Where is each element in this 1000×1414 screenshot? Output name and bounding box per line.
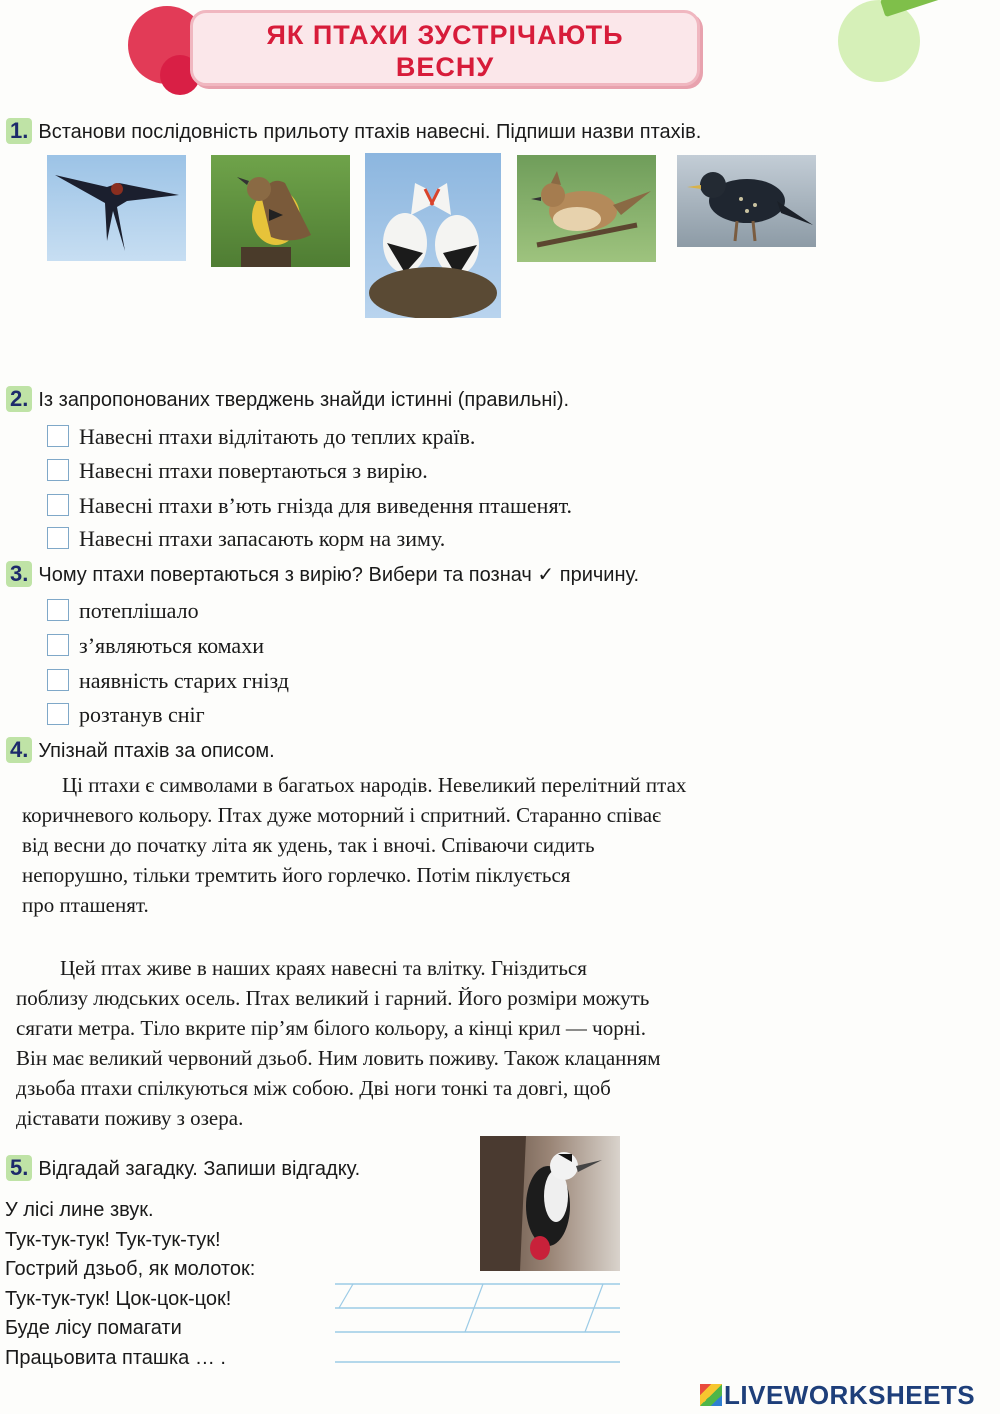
answer-lines[interactable] [335,1278,620,1368]
task-4-heading [6,737,275,763]
checkbox[interactable] [47,527,69,549]
option-label: з’являються комахи [79,633,264,658]
riddle-line: Працьовита пташка … . [5,1346,226,1369]
option-label: розтанув сніг [79,702,205,727]
checkbox[interactable] [47,494,69,516]
text-line: діставати поживу з озера. [16,1106,244,1130]
swallow-photo [47,155,186,261]
task-2-heading [6,386,569,412]
bird-description-2 [16,953,661,1133]
title-line-2: ВЕСНУ [395,52,495,82]
task-3-text: Чому птахи повертаються з вирію? Вибери та познач [38,564,532,586]
checkbox[interactable] [47,599,69,621]
option-label: Навесні птахи відлітають до теплих країв. [79,424,476,449]
riddle-line: Буде лісу помагати [5,1317,182,1339]
storks-photo [365,153,501,318]
reason-option-2[interactable] [47,633,264,659]
lark-photo [517,155,656,262]
text-line: коричневого кольору. Птах дуже моторний і спритний. Старанно співає [22,803,662,827]
task-number: 1. [6,118,32,144]
task-5-heading [6,1155,360,1181]
task-number: 2. [6,386,32,412]
task-1-heading [6,118,701,144]
checkbox[interactable] [47,634,69,656]
option-label: Навесні птахи повертаються з вирію. [79,458,428,483]
checkbox[interactable] [47,669,69,691]
text-line: поблизу людських осель. Птах великий і гарний. Його розміри можуть [16,986,650,1010]
page-title [190,10,700,86]
checkbox[interactable] [47,703,69,725]
liveworksheets-logo [700,1380,975,1411]
option-label: потеплішало [79,598,199,623]
task-2-text: Із запропонованих тверджень знайди істинні (правильні). [38,389,570,411]
text-line: Цей птах живе в наших краях навесні та влітку. Гніздиться [60,956,587,980]
text-line: дзьоба птахи спілкуються між собою. Дві ноги тонкі та довгі, щоб [16,1076,611,1100]
meadowlark-photo [211,155,350,267]
task-1-text: Встанови послідовність прильоту птахів навесні. Підпиши назви птахів. [38,121,702,143]
riddle-line: Тук-тук-тук! Цок-цок-цок! [5,1287,232,1310]
checkbox[interactable] [47,459,69,481]
brand-text: LIVEWORKSHEETS [724,1380,976,1410]
text-line: про пташенят. [22,893,149,917]
starling-photo [677,155,816,247]
text-line: непорушно, тільки тремтить його горлечко. Потім піклується [22,863,571,887]
reason-option-3[interactable] [47,668,289,694]
check-mark-icon: ✓ [537,564,555,586]
statement-option-4[interactable] [47,526,445,552]
task-number: 3. [6,561,32,587]
task-5-text: Відгадай загадку. Запиши відгадку. [38,1158,361,1180]
checkbox[interactable] [47,425,69,447]
task-number: 4. [6,737,32,763]
woodpecker-photo [480,1136,620,1271]
option-label: Навесні птахи запасають корм на зиму. [79,526,446,551]
task-number: 5. [6,1155,32,1181]
option-label: наявність старих гнізд [79,668,289,693]
statement-option-1[interactable] [47,424,475,450]
option-label: Навесні птахи в’ють гнізда для виведення пташенят. [79,493,573,518]
task-3-text-end: причину. [559,564,640,586]
task-3-heading [6,561,639,587]
decor-circle-green [838,0,920,82]
statement-option-3[interactable] [47,493,572,519]
riddle-line: У лісі лине звук. [5,1199,154,1221]
reason-option-1[interactable] [47,598,199,624]
title-line-1: ЯК ПТАХИ ЗУСТРІЧАЮТЬ [266,20,624,50]
logo-icon [700,1384,722,1406]
text-line: Він має великий червоний дзьоб. Ним ловить поживу. Також клацанням [16,1046,661,1070]
riddle-line: Тук-тук-тук! Тук-тук-тук! [5,1228,221,1251]
statement-option-2[interactable] [47,458,428,484]
task-4-text: Упізнай птахів за описом. [38,740,275,762]
bird-description-1 [22,770,686,920]
text-line: Ці птахи є символами в багатьох народів. Невеликий перелітний птах [62,773,687,797]
text-line: від весни до початку літа як удень, так і вночі. Співаючи сидить [22,833,595,857]
riddle-line: Гострий дзьоб, як молоток: [5,1258,256,1280]
riddle-text [5,1196,255,1373]
reason-option-4[interactable] [47,702,205,728]
text-line: сягати метра. Тіло вкрите пір’ям білого кольору, а кінці крил — чорні. [16,1016,647,1040]
